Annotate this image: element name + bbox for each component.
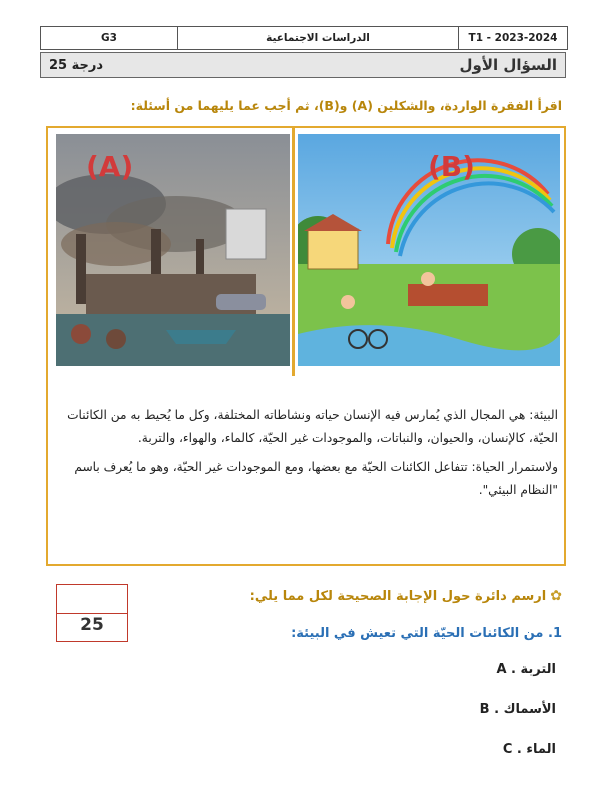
option-a-letter: A xyxy=(496,662,507,677)
option-c[interactable]: الماء . C xyxy=(502,742,556,757)
option-c-text: الماء xyxy=(526,742,556,757)
definition-paragraph xyxy=(60,404,558,508)
header-grade: G3 xyxy=(101,32,117,44)
flower-icon: ✿ xyxy=(550,588,562,604)
figure-b-clean-nature xyxy=(298,134,560,366)
question-banner xyxy=(40,52,566,78)
instruction-text: اقرأ الفقرة الواردة، والشكلين (A) و(B)، ثم أجب عما يليهما من أسئلة: xyxy=(130,98,562,113)
score-box xyxy=(56,584,128,642)
header-term: T1 - 2023-2024 xyxy=(458,27,567,49)
header-table xyxy=(40,26,568,50)
question-title: السؤال الأول xyxy=(459,56,557,74)
header-subject: الدراسات الاجتماعية xyxy=(177,27,458,49)
question-1: 1. من الكائنات الحيّة التي تعيش في البيئة: xyxy=(291,626,562,641)
option-b-letter: B xyxy=(479,702,490,717)
option-b-text: الأسماك xyxy=(503,702,556,717)
score-divider xyxy=(57,613,127,614)
score-value: 25 xyxy=(80,615,104,635)
task-instruction xyxy=(250,588,562,604)
figure-divider xyxy=(292,126,295,376)
option-b[interactable]: الأسماك . B xyxy=(479,702,556,717)
figure-b-label: (B) xyxy=(428,150,475,183)
paragraph-ecosystem: ولاستمرار الحياة: تتفاعل الكائنات الحيّة مع بعضها، ومع الموجودات غير الحيّة، وهو ما يُعرف باسم "النظام البيئي". xyxy=(74,460,558,497)
option-a[interactable]: التربة . A xyxy=(496,662,556,677)
paragraph-environment: البيئة: هي المجال الذي يُمارس فيه الإنسان حياته ونشاطاته المختلفة، وكل ما يُحيط به من الكائنات الحيّة، كالإنسان، والحيوان، والنباتات، والموجودات غير الحيّة، كالماء، والهواء، والتربة. xyxy=(67,408,558,445)
option-c-letter: C xyxy=(502,742,513,757)
figure-a-polluted-city xyxy=(56,134,290,366)
task-text: ارسم دائرة حول الإجابة الصحيحة لكل مما يلي: xyxy=(249,588,547,604)
question-marks: 25 درجة xyxy=(49,57,104,73)
option-a-text: التربة xyxy=(520,662,556,677)
figure-a-label: (A) xyxy=(86,150,134,183)
